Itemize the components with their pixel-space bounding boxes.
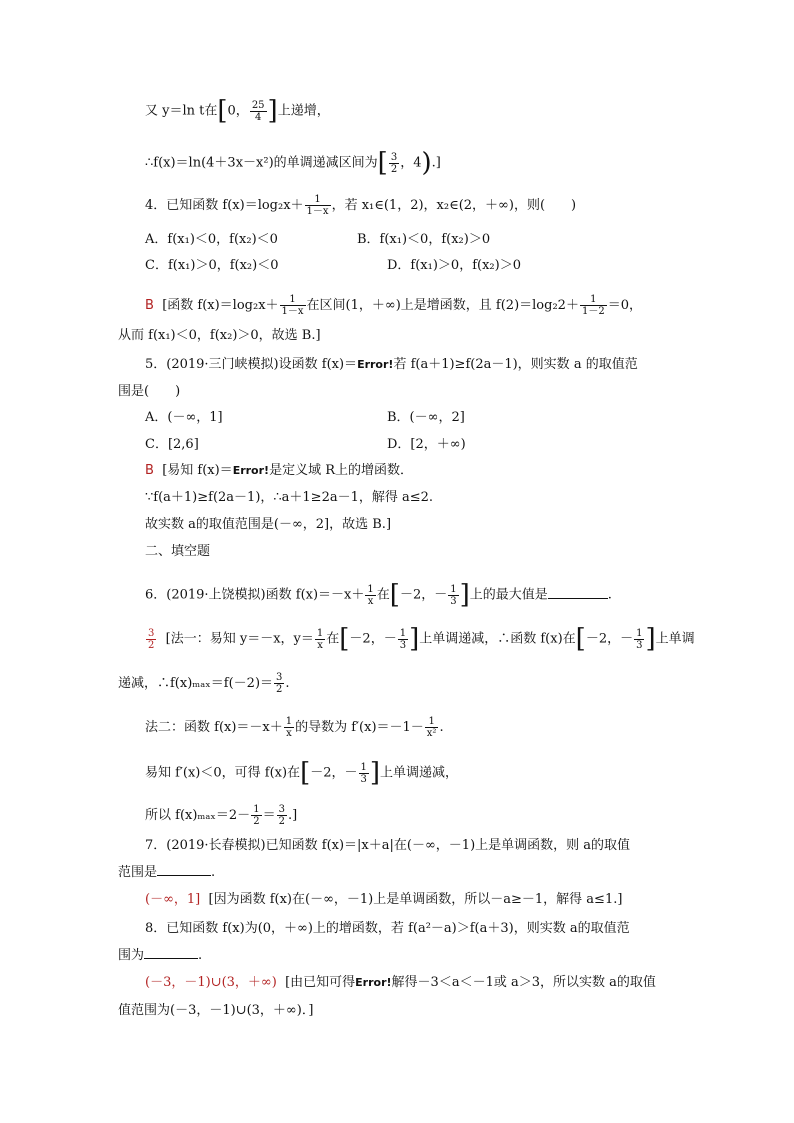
q8-solution-cont: 值范围为(－3，－1)∪(3，＋∞)．] xyxy=(118,1003,314,1018)
fraction: $\frac{1}{3}$ xyxy=(450,583,457,607)
question-8: 8．已知函数 f(x)为(0，＋∞)上的增函数，若 f(a²－a)＞f(a＋3)，则实数 a的取值范 xyxy=(145,921,630,936)
q6-method-two: 法二：函数 f(x)＝－x＋ $\frac{1}{x}$ 的导数为 f′(x)＝－1－ $\frac{1}{\text{x²}}$ . xyxy=(145,716,444,739)
line-decreasing-interval: ∴f(x)＝ln(4＋3x－x²)的单调递减区间为[ $\frac{3}{2}$ ，4).] xyxy=(145,148,441,178)
fraction: $\frac{25}{4}$ xyxy=(251,99,265,123)
answer-label: (－∞，1] xyxy=(145,892,201,907)
right-bracket: ] xyxy=(459,580,470,610)
q6-solution: $\frac{3}{2}$ [法一：易知 y＝－x，y＝ $\frac{1}{x}$ 在[－2，－ $\frac{1}{3}$ ]上单调递减，∴函数 f(x)在[－2，－ $\frac{1}{3}$ ]上单调 xyxy=(148,624,695,654)
q7-solution: (－∞，1] [因为函数 f(x)在(－∞，－1)上是单调函数，所以－a≥－1，解得 a≤1.] xyxy=(145,892,623,907)
fraction: $\frac{1}{3}$ xyxy=(399,627,407,651)
q5-option-c: C．[2,6] xyxy=(145,437,199,452)
question-7-cont: 范围是 . xyxy=(118,865,216,880)
left-bracket: [ xyxy=(300,758,311,788)
section-heading: 二、填空题 xyxy=(145,544,211,559)
fraction: $\frac{1}{\text{x²}}$ xyxy=(426,716,437,739)
right-paren: ) xyxy=(421,148,432,178)
answer-blank xyxy=(548,587,608,599)
q8-solution: (－3，－1)∪(3，＋∞) [由已知可得Error!解得－3＜a＜－1或 a＞3，所以实数 a的取值 xyxy=(145,975,656,990)
q4-option-d: D．f(x₁)＞0，f(x₂)＞0 xyxy=(387,258,521,273)
fraction: $\frac{1}{3}$ xyxy=(636,627,643,651)
q4-option-b: B．f(x₁)＜0，f(x₂)＞0 xyxy=(357,232,491,247)
fraction: $\frac{3}{2}$ xyxy=(278,804,285,827)
answer-blank xyxy=(157,864,211,876)
line-solution-increasing: 又 y＝ln t在[0， $\frac{25}{4}$ ]上递增， xyxy=(145,96,330,126)
answer-blank xyxy=(144,947,198,959)
left-bracket: [ xyxy=(377,148,388,178)
q5-solution-line2: ∵f(a＋1)≥f(2a－1)，∴a＋1≥2a－1，解得 a≤2. xyxy=(145,490,434,505)
fraction: $\frac{1}{1-x}$ xyxy=(281,294,304,317)
fraction: $\frac{1}{x}$ xyxy=(316,627,324,651)
left-bracket: [ xyxy=(575,624,586,654)
fraction: $\frac{1}{x}$ xyxy=(367,583,374,607)
fraction: $\frac{1}{1-x}$ xyxy=(306,194,329,217)
answer-label: (－3，－1)∪(3，＋∞) xyxy=(145,975,277,990)
question-4: 4．已知函数 f(x)＝log₂x＋ $\frac{1}{1-x}$ ，若 x₁∈(1，2)，x₂∈(2，＋∞)，则( ) xyxy=(145,194,577,217)
left-bracket: [ xyxy=(217,96,228,126)
q4-solution-cont: 从而 f(x₁)＜0，f(x₂)＞0，故选 B.] xyxy=(118,328,321,343)
right-bracket: ] xyxy=(369,758,381,788)
q6-method-two-line3: 所以 f(x)ₘₐₓ＝2－ $\frac{1}{2}$ ＝ $\frac{3}{2}$ .] xyxy=(145,804,298,827)
q4-option-c: C．f(x₁)＞0，f(x₂)＜0 xyxy=(145,258,279,273)
question-5-cont: 围是( ) xyxy=(118,384,181,399)
fraction: $\frac{3}{2}$ xyxy=(390,151,398,175)
q5-solution: B [易知 f(x)＝Error!是定义域 R上的增函数． xyxy=(145,463,413,478)
question-5: 5．(2019·三门峡模拟)设函数 f(x)＝Error!若 f(a＋1)≥f(2a－1)，则实数 a 的取值范 xyxy=(145,357,638,372)
fraction: $\frac{1}{2}$ xyxy=(253,804,260,827)
q4-solution: B [函数 f(x)＝log₂x＋ $\frac{1}{1-x}$ 在区间(1，＋∞)上是增函数，且 f(2)＝log₂2＋ $\frac{1}{1-2}$ ＝0， xyxy=(145,294,642,317)
question-6: 6．(2019·上饶模拟)函数 f(x)＝－x＋ $\frac{1}{x}$ 在[－2，－ $\frac{1}{3}$ ]上的最大值是 . xyxy=(145,580,612,610)
fraction: $\frac{1}{x}$ xyxy=(285,716,293,739)
right-bracket: ] xyxy=(267,96,278,126)
q4-option-a: A．f(x₁)＜0，f(x₂)＜0 xyxy=(145,232,278,247)
right-bracket: ] xyxy=(409,624,420,654)
right-bracket: ] xyxy=(645,624,656,654)
q5-option-a: A．(－∞，1] xyxy=(145,410,223,425)
q5-option-d: D．[2，＋∞) xyxy=(387,437,466,452)
answer-fraction: $\frac{3}{2}$ xyxy=(148,627,155,651)
answer-label: B xyxy=(145,298,154,313)
left-bracket: [ xyxy=(339,624,350,654)
q6-method-two-line2: 易知 f′(x)＜0，可得 f(x)在[－2，－ $\frac{1}{3}$ ]上单调递减， xyxy=(145,758,459,788)
question-8-cont: 围为 . xyxy=(118,948,203,963)
fraction: $\frac{1}{3}$ xyxy=(360,761,367,785)
q5-solution-line3: 故实数 a的取值范围是(－∞，2]，故选 B.] xyxy=(145,517,392,532)
fraction: $\frac{1}{1-2}$ xyxy=(581,294,605,317)
answer-label: B xyxy=(145,463,154,478)
left-bracket: [ xyxy=(389,580,400,610)
q6-solution-line2: 递减，∴f(x)ₘₐₓ＝f(－2)＝ $\frac{3}{2}$ . xyxy=(118,672,290,695)
fraction: $\frac{3}{2}$ xyxy=(276,672,283,695)
q5-option-b: B．(－∞，2] xyxy=(387,410,465,425)
question-7: 7．(2019·长春模拟)已知函数 f(x)＝|x＋a|在(－∞，－1)上是单调函数，则 a的取值 xyxy=(145,838,631,853)
